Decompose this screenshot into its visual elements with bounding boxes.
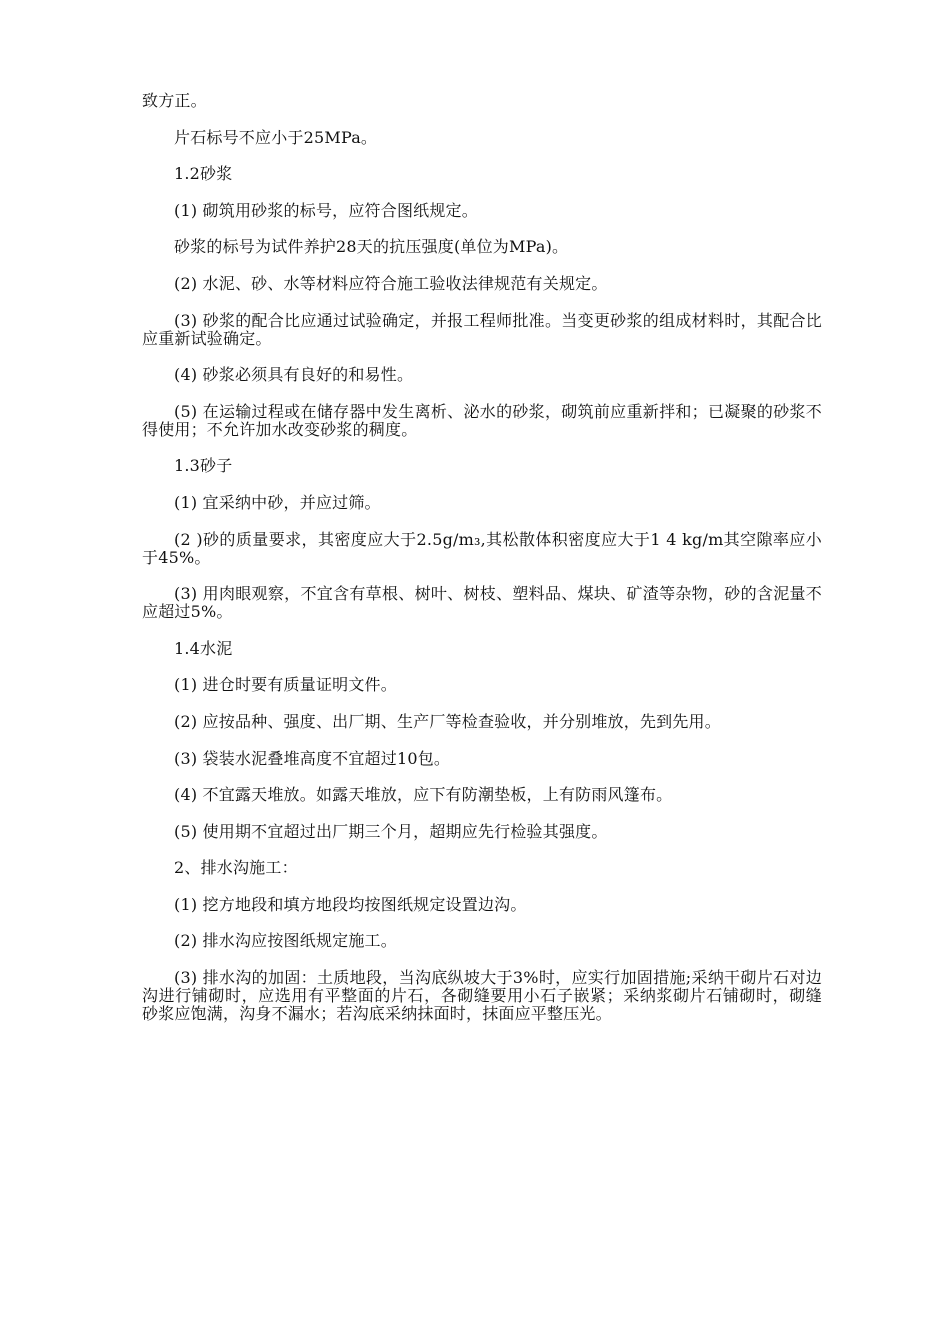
paragraph-14: (1) 进仓时要有质量证明文件。 xyxy=(174,675,397,695)
paragraph-4: 砂浆的标号为试件养护28天的抗压强度(单位为MPa)。 xyxy=(174,237,569,257)
paragraph-15: (2) 应按品种、强度、出厂期、生产厂等检查验收，并分别堆放，先到先用。 xyxy=(174,711,721,731)
paragraph-11: (2 )砂的质量要求，其密度应大于2.5g/m₃,其松散体积密度应大于1 4 kg/m其空隙率应小于45%。 xyxy=(142,529,822,567)
section-heading-sand: 1.3砂子 xyxy=(174,456,233,476)
paragraph-0: 致方正。 xyxy=(142,91,207,110)
section-heading-mortar: 1.2砂浆 xyxy=(174,164,233,184)
paragraph-22: (3) 排水沟的加固：土质地段，当沟底纵坡大于3%时，应实行加固措施;采纳干砌片石对边沟进行铺砌时，应选用有平整面的片石，各砌缝要用小石子嵌紧；采纳浆砌片石铺砌时，砌缝砂浆应饱满，沟身不漏水；若沟底采纳抹面时，抹面应平整压光。 xyxy=(142,968,822,1024)
paragraph-18: (5) 使用期不宜超过出厂期三个月，超期应先行检验其强度。 xyxy=(174,821,608,841)
paragraph-1: 片石标号不应小于25MPa。 xyxy=(174,127,378,147)
paragraph-16: (3) 袋装水泥叠堆高度不宜超过10包。 xyxy=(174,748,451,768)
paragraph-5: (2) 水泥、砂、水等材料应符合施工验收法律规范有关规定。 xyxy=(174,273,608,293)
section-heading-cement: 1.4水泥 xyxy=(174,638,233,658)
section-heading-drainage: 2、排水沟施工： xyxy=(174,858,298,878)
paragraph-3: (1) 砌筑用砂浆的标号，应符合图纸规定。 xyxy=(174,200,478,220)
paragraph-21: (2) 排水沟应按图纸规定施工。 xyxy=(174,931,397,951)
paragraph-10: (1) 宜采纳中砂，并应过筛。 xyxy=(174,492,381,512)
paragraph-20: (1) 挖方地段和填方地段均按图纸规定设置边沟。 xyxy=(174,894,527,914)
paragraph-17: (4) 不宜露天堆放。如露天堆放，应下有防潮垫板，上有防雨风篷布。 xyxy=(174,785,673,805)
paragraph-7: (4) 砂浆必须具有良好的和易性。 xyxy=(174,365,414,385)
paragraph-6: (3) 砂浆的配合比应通过试验确定，并报工程师批准。当变更砂浆的组成材料时，其配合比应重新试验确定。 xyxy=(142,310,822,348)
paragraph-12: (3) 用肉眼观察，不宜含有草根、树叶、树枝、塑料品、煤块、矿渣等杂物，砂的含泥量不应超过5%。 xyxy=(142,584,822,622)
document-body xyxy=(142,92,822,1023)
paragraph-8: (5) 在运输过程或在储存器中发生离析、泌水的砂浆，砌筑前应重新拌和；已凝聚的砂浆不得使用；不允许加水改变砂浆的稠度。 xyxy=(142,401,822,439)
